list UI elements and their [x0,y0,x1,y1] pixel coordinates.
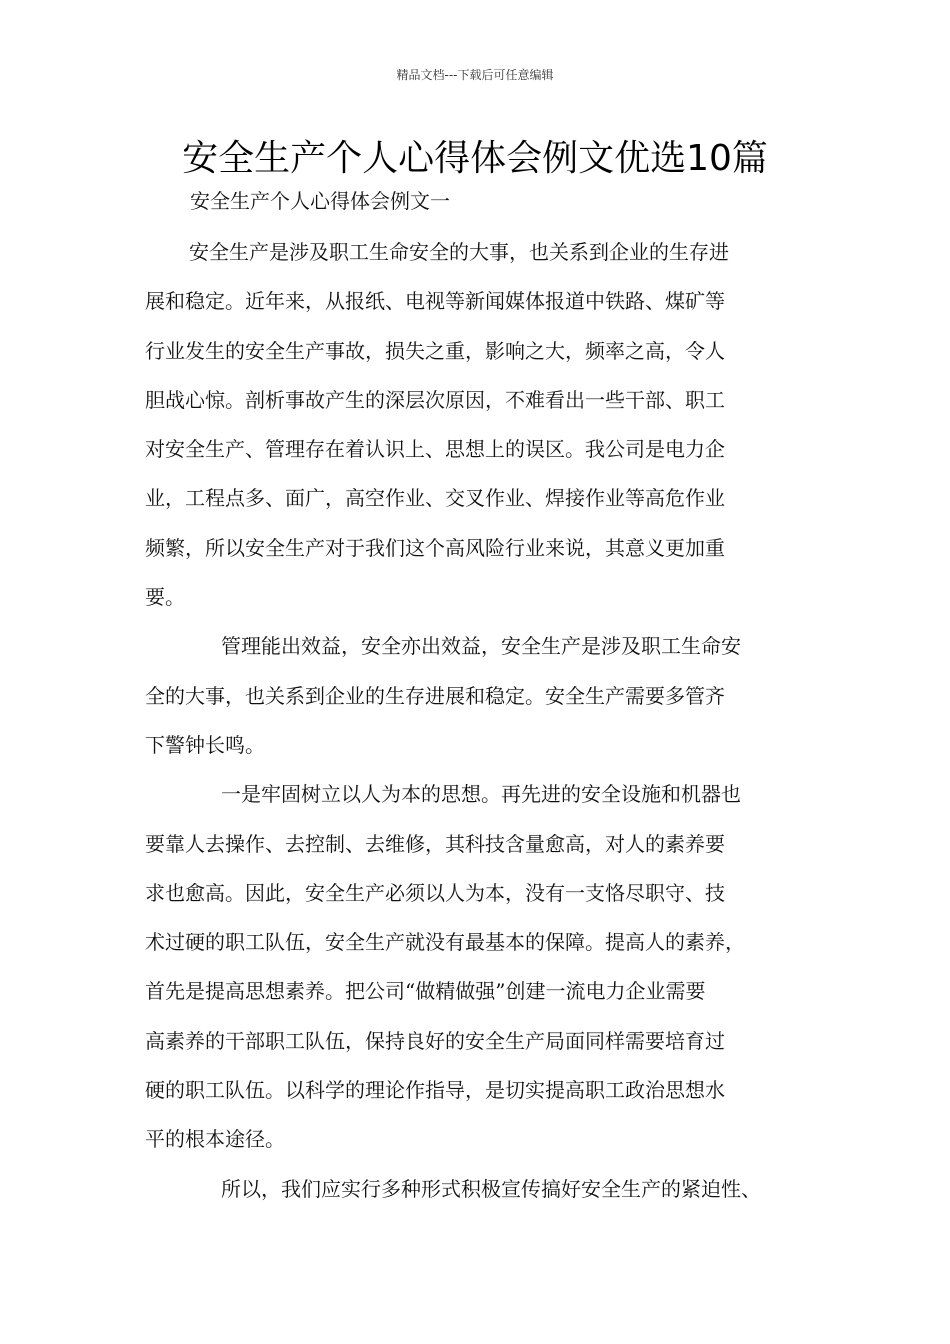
text-line: 行业发生的安全生产事故，损失之重，影响之大，频率之高，令人 [145,338,725,363]
text-line: 下警钟长鸣。 [145,732,265,757]
text-line: 胆战心惊。剖析事故产生的深层次原因，不难看出一些干部、职工 [145,387,725,412]
text-line: 管理能出效益，安全亦出效益，安全生产是涉及职工生命安 [221,634,741,659]
text-line: 要靠人去操作、去控制、去维修，其科技含量愈高，对人的素养要 [145,831,725,856]
section-subtitle: 安全生产个人心得体会例文一 [190,189,450,213]
document-title: 安全生产个人心得体会例文优选10篇 [182,138,768,179]
text-line: 全的大事，也关系到企业的生存进展和稳定。安全生产需要多管齐 [145,683,725,708]
text-line: 高素养的干部职工队伍，保持良好的安全生产局面同样需要培育过 [145,1028,725,1053]
text-line: 求也愈高。因此，安全生产必须以人为本，没有一支恪尽职守、技 [145,880,725,905]
body-text [145,228,825,1214]
text-line: 平的根本途径。 [145,1127,285,1152]
text-line: 硬的职工队伍。以科学的理论作指导，是切实提高职工政治思想水 [145,1078,725,1103]
text-line: 术过硬的职工队伍，安全生产就没有最基本的保障。提高人的素养， [145,930,745,955]
text-line: 对安全生产、管理存在着认识上、思想上的误区。我公司是电力企 [145,437,725,462]
text-line: 频繁，所以安全生产对于我们这个高风险行业来说，其意义更加重 [145,535,725,560]
text-line: 安全生产是涉及职工生命安全的大事，也关系到企业的生存进 [189,240,729,264]
text-line: 业，工程点多、面广，高空作业、交叉作业、焊接作业等高危作业 [145,486,725,511]
text-line: 要。 [145,585,185,610]
text-line: 一是牢固树立以人为本的思想。再先进的安全设施和机器也 [221,782,741,807]
text-line: 所以，我们应实行多种形式积极宣传搞好安全生产的紧迫性、 [221,1176,761,1201]
text-line: 展和稳定。近年来，从报纸、电视等新闻媒体报道中铁路、煤矿等 [145,289,725,314]
text-line: 首先是提高思想素养。把公司“做精做强”创建一流电力企业需要 [145,979,706,1004]
page-header: 精品文档---下载后可任意编辑 [396,68,554,82]
